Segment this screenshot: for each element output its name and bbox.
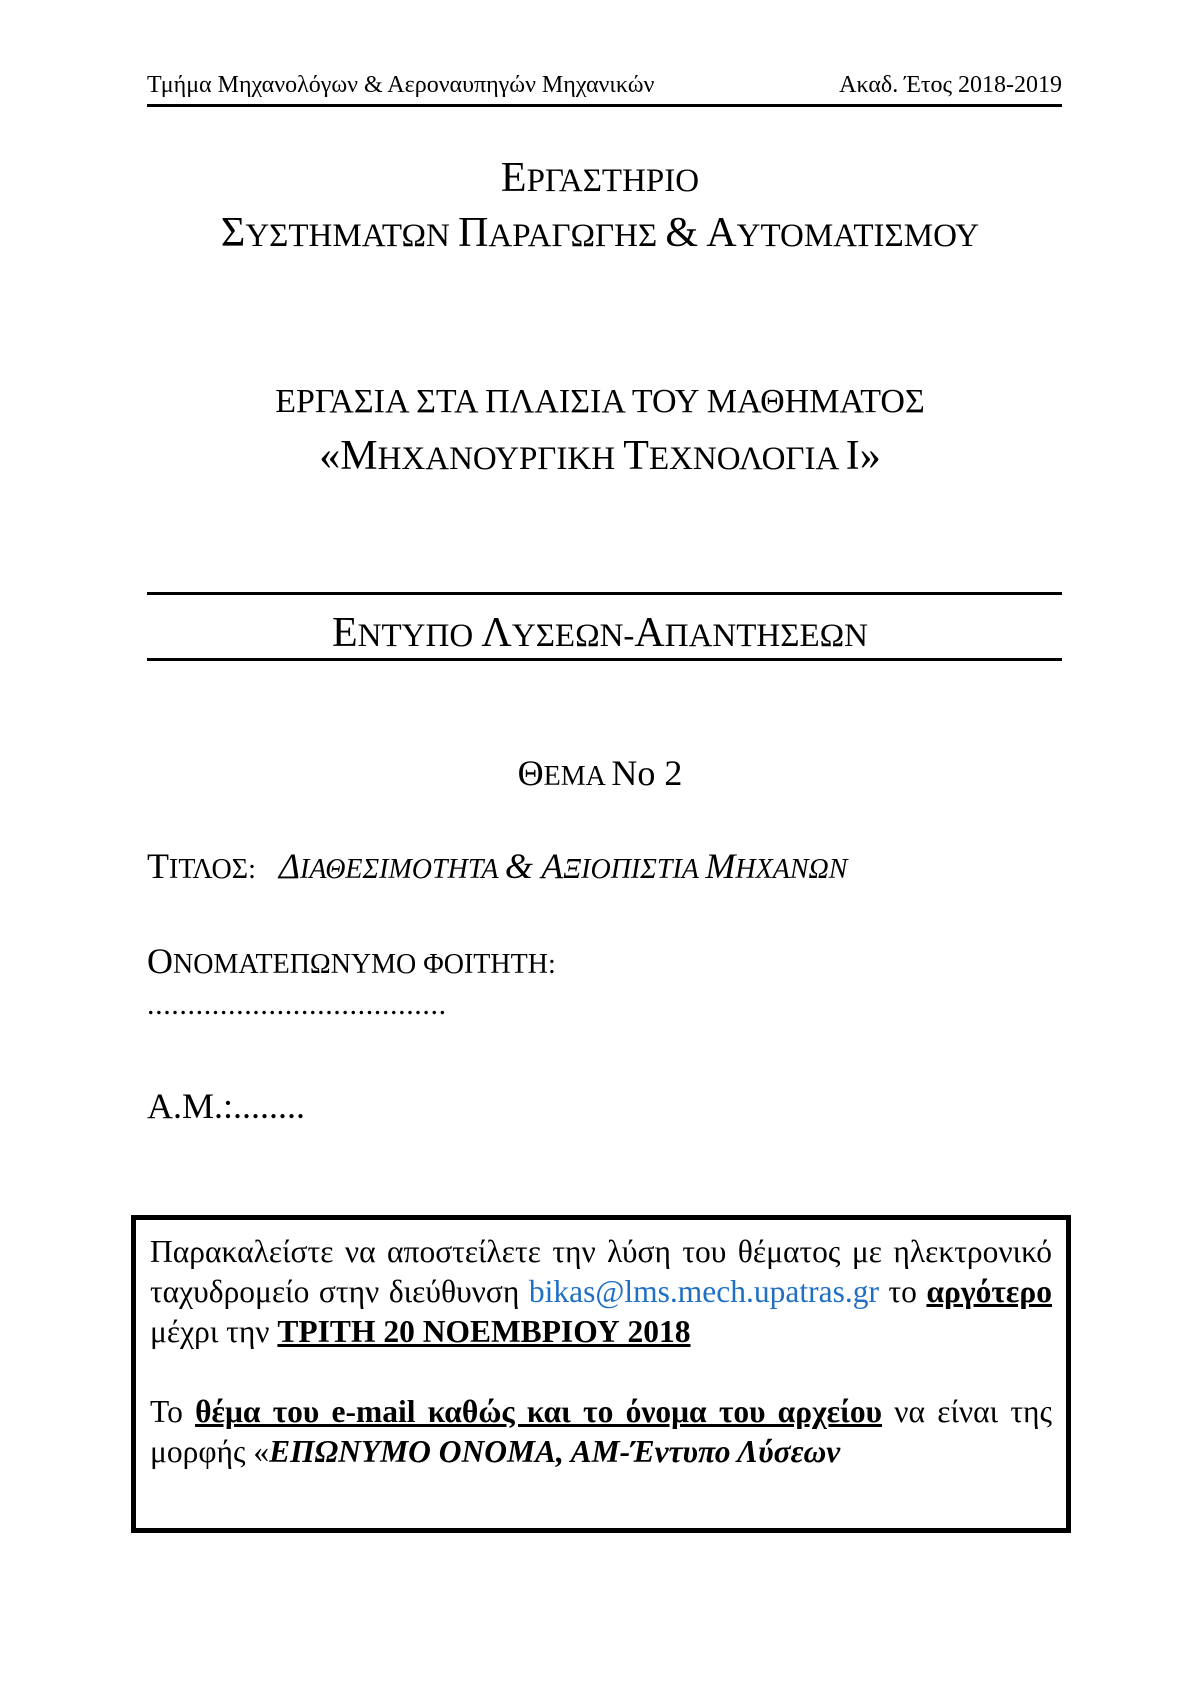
notice-paragraph-2: Το θέμα του e-mail καθώς και το όνομα του αρχείου να είναι της μορφής «ΕΠΩΝΥΜΟ ΟΝΟΜΑ, ΑΜ-Έντυπο Λύσεων <box>150 1394 1053 1469</box>
title-rule-top <box>147 592 1062 595</box>
student-name-label: ΟΝΟΜΑΤΕΠΩΝΥΜΟ ΦΟΙΤΗΤΗ: <box>147 941 556 981</box>
student-name-blank: ..................................... <box>147 988 447 1021</box>
page-header <box>147 70 1062 107</box>
lab-name-line1: ΕΡΓΑΣΤΗΡΙΟ <box>500 155 700 201</box>
title-rule-bottom <box>147 658 1062 661</box>
title-field <box>147 845 847 887</box>
deadline: ΤΡΙΤΗ 20 ΝΟΕΜΒΡΙΟΥ 2018 <box>277 1314 691 1349</box>
filename-format: ΕΠΩΝΥΜΟ ΟΝΟΜΑ, ΑΜ-Έντυπο Λύσεων <box>269 1434 841 1469</box>
registration-number-field: Α.Μ.:........ <box>147 1086 306 1126</box>
email-address: bikas@lms.mech.upatras.gr <box>528 1274 879 1309</box>
lab-name-line2: ΣΥΣΤΗΜΑΤΩΝ ΠΑΡΑΓΩΓΗΣ & ΑΥΤΟΜΑΤΙΣΜΟΥ <box>220 210 980 256</box>
notice-paragraph-1: Παρακαλείστε να αποστείλετε την λύση του θέματος με ηλεκτρονικό ταχυδρομείο στην διεύθυνση bikas@lms.mech.upatras.gr το αργότερο μέχρι την ΤΡΙΤΗ 20 ΝΟΕΜΒΡΙΟΥ 2018 <box>150 1234 1052 1349</box>
course-name: «ΜΗΧΑΝΟΥΡΓΙΚΗ ΤΕΧΝΟΛΟΓΙΑ Ι» <box>319 433 881 479</box>
title-label: ΤΙΤΛΟΣ: <box>147 846 256 886</box>
title-value: ΔΙΑΘΕΣΙΜΟΤΗΤΑ & ΑΞΙΟΠΙΣΤΙΑ ΜΗΧΑΝΩΝ <box>278 846 848 886</box>
form-title: ΕΝΤΥΠΟ ΛΥΣΕΩΝ-ΑΠΑΝΤΗΣΕΩΝ <box>332 610 868 656</box>
course-intro: ΕΡΓΑΣΙΑ ΣΤΑ ΠΛΑΙΣΙΑ ΤΟΥ ΜΑΘΗΜΑΤΟΣ <box>275 383 925 420</box>
academic-year: Ακαδ. Έτος 2018-2019 <box>839 72 1062 98</box>
department-name: Τμήμα Μηχανολόγων & Αεροναυπηγών Μηχανικών <box>147 72 655 98</box>
topic-number: ΘΕΜΑ Νο 2 <box>517 753 683 793</box>
submission-notice <box>131 1215 1071 1533</box>
